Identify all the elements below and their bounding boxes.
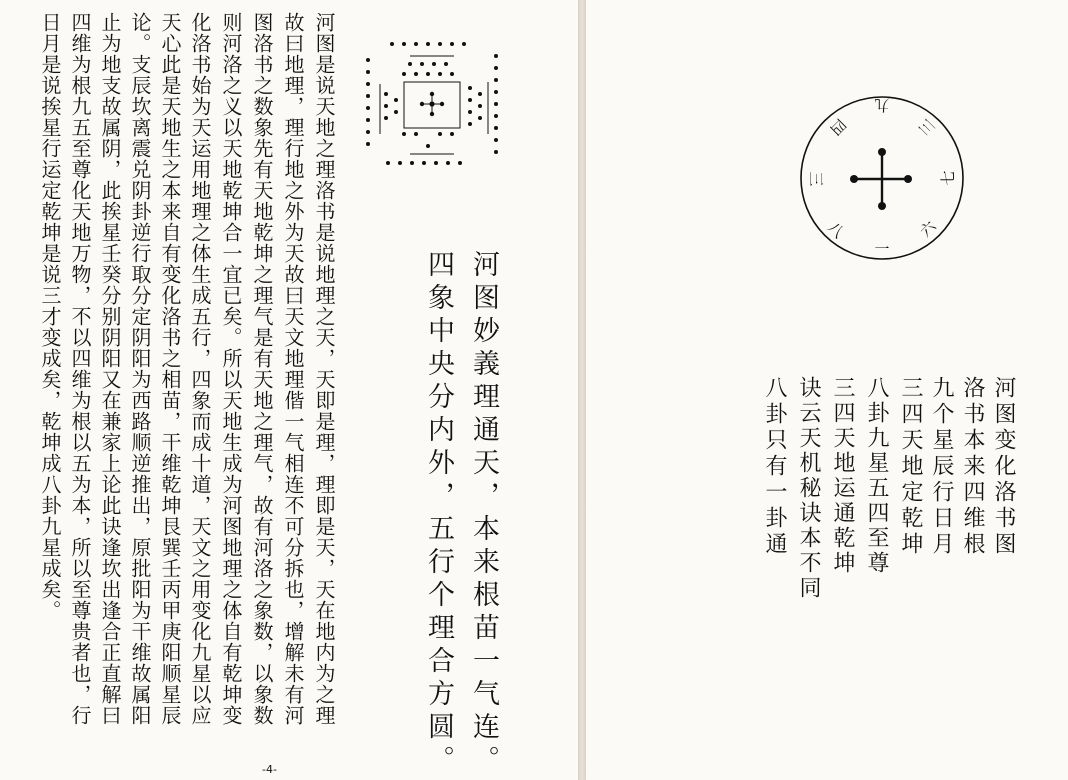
hetu-diagram xyxy=(362,38,504,168)
body-column-7: 论。支辰坎离震兑阴卦逆行取分定阴阳为西路顺逆推出，原批阳为干维故属阳 xyxy=(128,12,152,726)
verse-column-3: 九个星辰行日月 xyxy=(929,376,954,558)
verse-column-5: 八卦九星五四至尊 xyxy=(864,376,889,576)
dial-numeral-top: 九 xyxy=(874,96,890,114)
body-column-3: 图洛书之数象先有天地乾坤之理气是有天地之理气，故有河洛之象数，以象数 xyxy=(250,12,274,726)
dial-numeral-bottom: 一 xyxy=(874,240,890,258)
dial-numeral-lower-right: 六 xyxy=(916,217,940,241)
body-column-5: 化洛书始为天运用地理之体生成五行，四象而成十道，天文之用变化九星以应 xyxy=(188,12,212,726)
body-column-8: 止为地支故属阴，此挨星壬癸分别阴阳又在兼家上论此诀逢坎出逢合正直解曰 xyxy=(98,12,122,726)
dial-numeral-lower-left: 八 xyxy=(824,218,848,242)
verse-column-4: 三四天地定乾坤 xyxy=(898,376,923,558)
verse-column-6: 三四天地运通乾坤 xyxy=(830,376,855,576)
body-column-6: 天心此是天地生之本来自有变化洛书之相苗，干维乾坤艮巽壬丙甲庚阳顺星辰 xyxy=(158,12,182,726)
dial-numeral-left: 三 xyxy=(807,171,825,187)
dial-numeral-right: 七 xyxy=(939,170,957,186)
body-column-2: 故曰地理，理行地之外为天故曰天文地理偕一气相连不可分拆也，增解未有河 xyxy=(281,12,305,726)
verse-column-8: 八卦只有一卦通 xyxy=(762,376,787,558)
book-gutter xyxy=(578,0,586,780)
body-column-9: 四维为根九五至尊化天地万物，不以四维为根以五为本，所以至尊贵者也，行 xyxy=(68,12,92,726)
verse-column-7: 诀云天机秘诀本不同 xyxy=(796,376,821,601)
poem-column-2: 四象中央分内外，五行个理合方圆。 xyxy=(423,250,454,778)
poem-column-1: 河图妙義理通天，本来根苗一气连。 xyxy=(468,250,499,778)
verse-column-2: 洛书本来四维根 xyxy=(960,376,985,558)
body-column-10: 日月是说挨星行运定乾坤是说三才变成矣，乾坤成八卦九星成矣。 xyxy=(38,12,62,621)
page-number: -4- xyxy=(262,763,277,776)
dial-numeral-upper-right: 三 xyxy=(915,115,939,139)
luoshu-dial xyxy=(798,90,968,266)
dial-numeral-upper-left: 四 xyxy=(826,115,850,139)
body-column-1: 河图是说天地之理洛书是说地理之天，天即是理，理即是天，天在地内为之理 xyxy=(312,12,336,726)
verse-column-1: 河图变化洛书图 xyxy=(991,376,1016,558)
right-page xyxy=(586,0,1068,780)
body-column-4: 则河洛之义以天地乾坤合一宜已矣。所以天地生成为河图地理之体自有乾坤变 xyxy=(219,12,243,726)
